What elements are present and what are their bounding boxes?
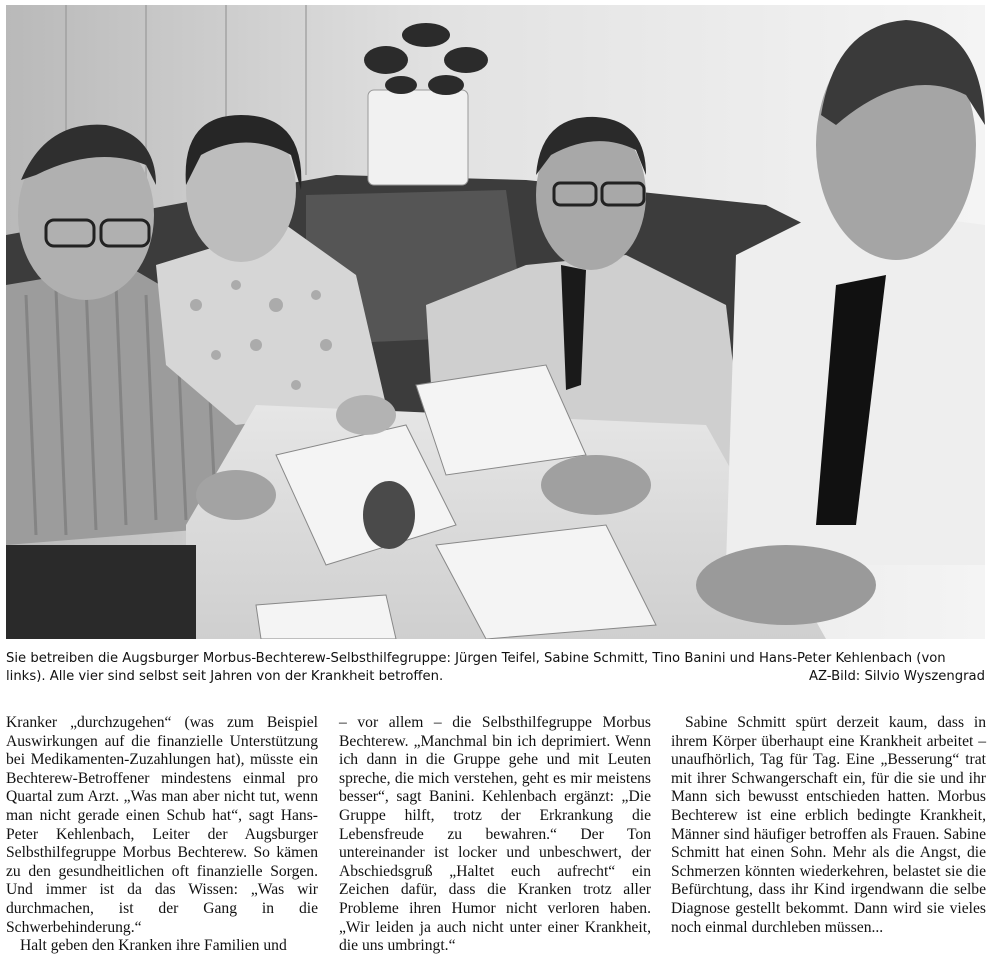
photo-credit: AZ-Bild: Silvio Wyszengrad	[808, 669, 985, 684]
article-column-3	[671, 714, 986, 937]
article-column-1	[6, 714, 318, 956]
photo-illustration	[6, 5, 985, 639]
paragraph: – vor allem – die Selbsthilfegruppe Morbus Bechterew. „Manchmal bin ich deprimiert. Wenn ich dann in die Gruppe gehe und mit Leuten spreche, die mich verstehen, geht es mir meistens besser“, sagt Banini. Kehlenbach ergänzt: „Die Gruppe hilft, trotz der Erkrankung die Lebensfreude zu bewahren.“ Der Ton untereinander ist locker und unbeschwert, der Abschiedsgruß „Haltet euch aufrecht“ ein Zeichen dafür, dass die Kranken trotz aller Probleme ihren Humor nicht verloren haben. „Wir leiden ja auch nicht unter einer Krankheit, die uns umbringt.“	[339, 714, 651, 955]
photo-caption: Sie betreiben die Augsburger Morbus-Bechterew-Selbsthilfegruppe: Jürgen Teifel, Sabine Schmitt, Tino Banini und Hans-Peter Kehlenbach (von links). Alle vier sind selbst seit Jahren von der Krankheit betroffen.	[6, 651, 946, 684]
paragraph: Sabine Schmitt spürt derzeit kaum, dass in ihrem Körper überhaupt eine Krankheit arbeitet – unaufhörlich, Tag für Tag. Eine „Besserung“ trat mit ihrer Schwangerschaft ein, für die sie und ihr Mann sich bewusst entschieden hatten. Morbus Bechterew ist eine erblich bedingte Krankheit, Männer sind häufiger betroffen als Frauen. Sabine Schmitt hat einen Sohn. Mehr als die Angst, die Schmerzen könnten wiederkehren, belastet sie die Befürchtung, dass ihr Kind irgendwann die selbe Diagnose gestellt bekommt. Dann wird sie vieles noch einmal durchleben müssen...	[671, 714, 986, 936]
news-photo	[6, 5, 985, 639]
paragraph: Halt geben den Kranken ihre Familien und	[20, 937, 287, 955]
article-column-2	[339, 714, 651, 956]
paragraph: Kranker „durchzugehen“ (was zum Beispiel Auswirkungen auf die finanzielle Unterstützung bei Medikamenten-Zuzahlungen hat), müsste ein Bechterew-Betroffener mindestens einmal pro Quartal zum Arzt. „Was man aber nicht tut, wenn man nicht gerade einen Schub hat“, sagt Hans-Peter Kehlenbach, Leiter der Augsburger Selbsthilfegruppe Morbus Bechterew. So kämen zu den gesundheitlichen oft finanzielle Sorgen. Und immer ist da das Wissen: „Was wir durchmachen, ist der Gang in die Schwerbehinderung.“	[6, 714, 318, 936]
